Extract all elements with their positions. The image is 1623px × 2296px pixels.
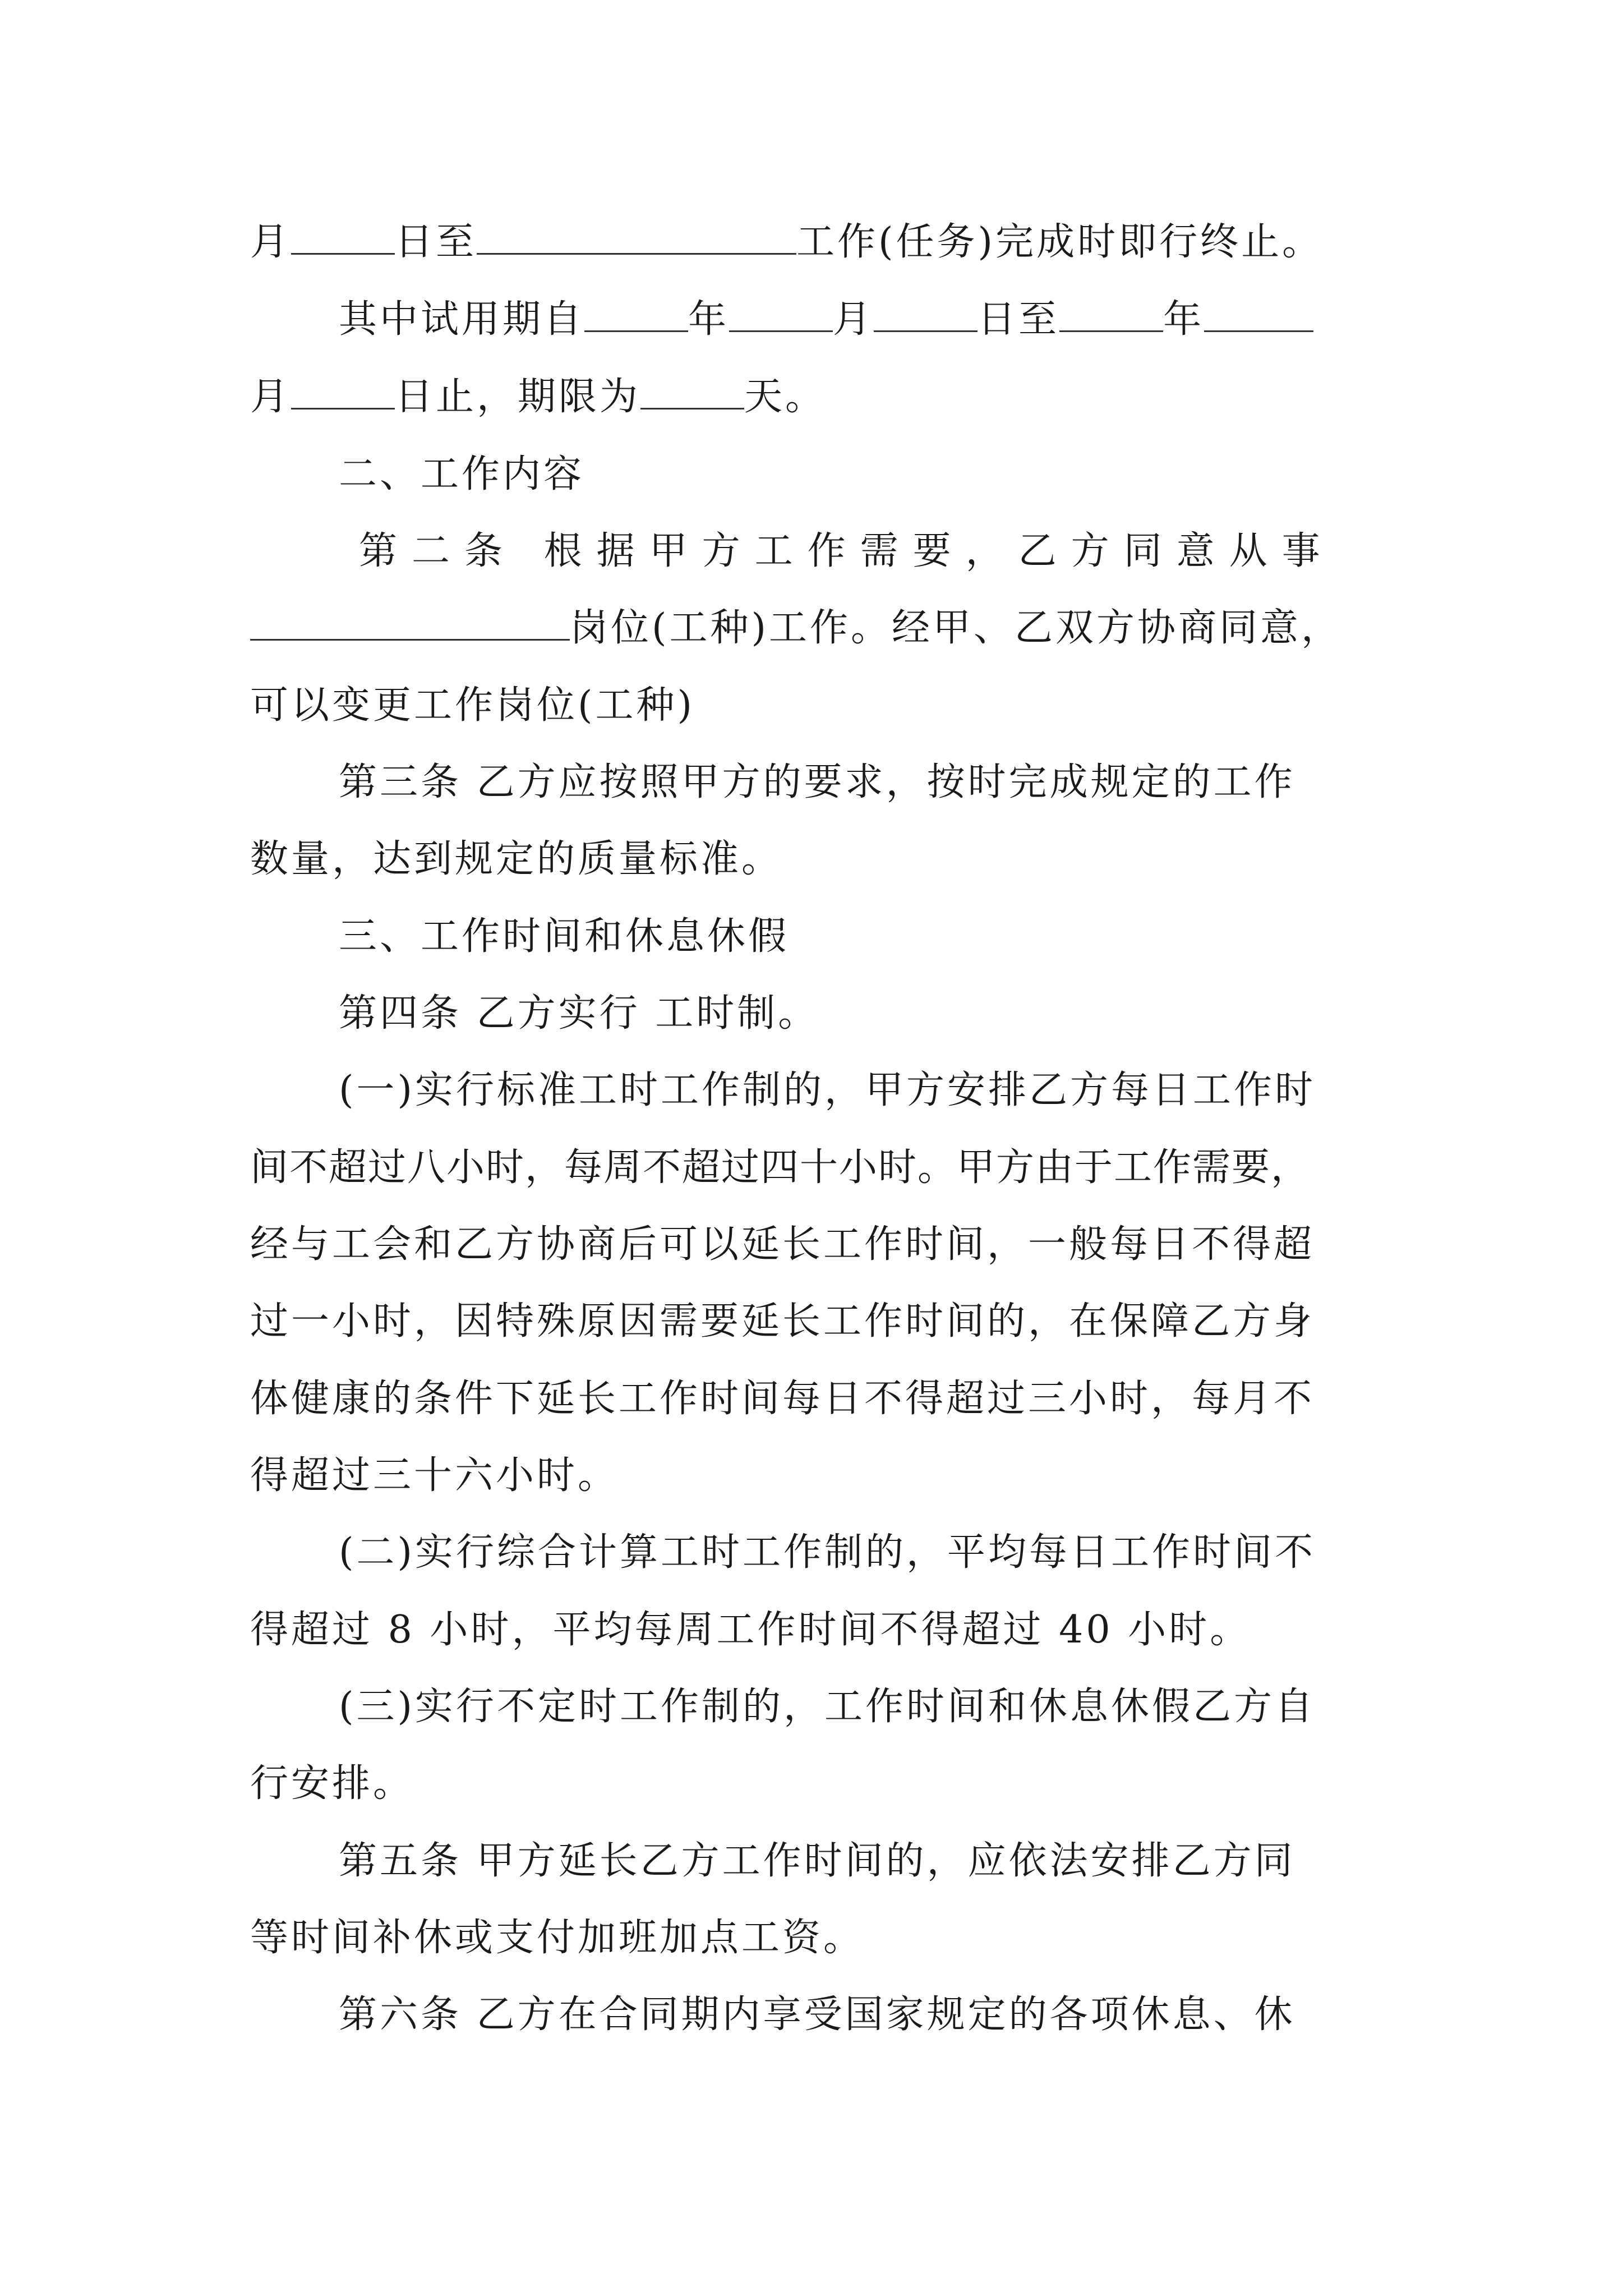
blank-probation-start-month	[729, 298, 833, 332]
text-line-item-1-c: 经与工会和乙方协商后可以延长工作时间，一般每日不得超	[250, 1222, 1315, 1267]
text-probation-label: 其中试用期自	[339, 297, 585, 342]
text-line-article-6-a: 第六条 乙方在合同期内享受国家规定的各项休息、休	[339, 1993, 1295, 2037]
text-line-term-end	[250, 220, 1323, 265]
text-year: 年	[1163, 297, 1205, 342]
text-line-item-1-d: 过一小时，因特殊原因需要延长工作时间的，在保障乙方身	[250, 1299, 1315, 1343]
blank-probation-end-month	[1204, 298, 1313, 332]
blank-probation-end-day	[291, 375, 395, 409]
text-day-to: 日至	[978, 297, 1060, 342]
blank-task-field	[477, 220, 796, 255]
text-line-article-4: 第四条 乙方实行 工时制。	[339, 991, 819, 1036]
text-line-item-1-f: 得超过三十六小时。	[250, 1453, 619, 1498]
text-line-article-2-b	[250, 606, 1342, 651]
text-line-probation-start	[339, 297, 1313, 342]
text-days: 天。	[744, 375, 827, 419]
text-day-end-period: 日止，期限为	[395, 375, 641, 419]
section-heading-working-hours: 三、工作时间和休息休假	[339, 914, 790, 959]
text-year: 年	[688, 297, 730, 342]
text-task-complete: 工作(任务)完成时即行终止。	[796, 220, 1324, 264]
text-line-item-1-a: (一)实行标准工时工作制的，甲方安排乙方每日工作时	[339, 1068, 1316, 1112]
text-line-article-3-b: 数量，达到规定的质量标准。	[250, 837, 783, 881]
text-line-item-3-b: 行安排。	[250, 1761, 414, 1806]
blank-probation-start-year	[584, 298, 688, 332]
text-month: 月	[833, 297, 874, 342]
text-line-item-3-a: (三)实行不定时工作制的，工作时间和休息休假乙方自	[339, 1685, 1316, 1729]
text-day-to: 日至	[395, 220, 477, 264]
text-line-article-2-a: 第二条 根据甲方工作需要，乙方同意从事	[359, 529, 1335, 573]
text-month: 月	[250, 220, 292, 264]
blank-probation-days	[640, 375, 744, 409]
text-line-article-5-a: 第五条 甲方延长乙方工作时间的，应依法安排乙方同	[339, 1839, 1295, 1883]
section-heading-work-content: 二、工作内容	[339, 452, 585, 496]
text-line-item-2-b: 得超过 8 小时，平均每周工作时间不得超过 40 小时。	[250, 1608, 1251, 1652]
text-line-article-5-b: 等时间补休或支付加班加点工资。	[250, 1916, 865, 1960]
text-line-article-2-c: 可以变更工作岗位(工种)	[250, 683, 695, 728]
text-line-probation-end	[250, 375, 826, 420]
blank-day-field	[291, 220, 395, 255]
blank-probation-start-day	[874, 298, 978, 332]
blank-position-field	[250, 606, 570, 641]
blank-probation-end-year	[1059, 298, 1163, 332]
text-position-change: 岗位(工种)工作。经甲、乙双方协商同意，	[570, 606, 1343, 650]
text-line-article-3-a: 第三条 乙方应按照甲方的要求，按时完成规定的工作	[339, 760, 1295, 804]
text-month: 月	[250, 375, 292, 419]
text-line-item-1-e: 体健康的条件下延长工作时间每日不得超过三小时，每月不	[250, 1377, 1315, 1421]
text-line-item-2-a: (二)实行综合计算工时工作制的，平均每日工作时间不	[339, 1530, 1316, 1575]
text-line-item-1-b: 间不超过八小时，每周不超过四十小时。甲方由于工作需要，	[250, 1145, 1311, 1190]
